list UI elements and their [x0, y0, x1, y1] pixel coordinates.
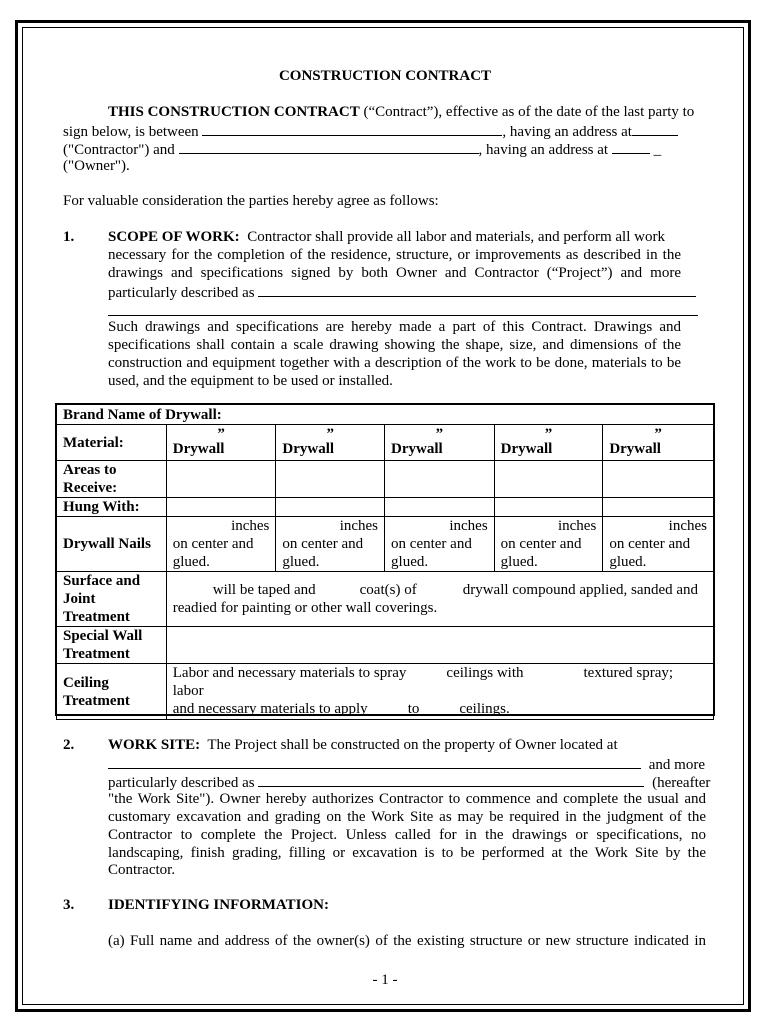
material-row [57, 425, 714, 461]
intro-line-4: ("Owner"). [63, 158, 130, 174]
section-1-line-3: drawings and specifications signed by both Owner and Contractor (“Project”) and more [108, 265, 681, 281]
nails-cell[interactable] [385, 517, 495, 572]
section-2-line-8: Contractor. [108, 862, 176, 878]
intro-line-2 [63, 121, 678, 141]
inch-mark: ” [435, 425, 444, 442]
work-site-description-blank[interactable] [258, 772, 644, 787]
section-3-heading: IDENTIFYING INFORMATION: [108, 897, 329, 913]
areas-label: Areas to Receive: [57, 461, 167, 498]
inch-mark: ” [217, 425, 225, 442]
brand-row [57, 405, 714, 425]
nails-glued: glued. [282, 554, 320, 570]
section-2-line-2-end: and more [648, 757, 705, 773]
areas-cell[interactable] [603, 461, 714, 498]
material-cell[interactable] [166, 425, 276, 461]
section-1-para-2-line-1: Such drawings and specifications are hereby made a part of this Contract. Drawings and [108, 319, 681, 335]
nails-label: Drywall Nails [57, 517, 167, 572]
ceiling-line-1 [173, 664, 707, 700]
surface-text-a: will be taped and [212, 582, 316, 598]
drywall-label: Drywall [172, 440, 225, 457]
nails-cell[interactable] [276, 517, 385, 572]
hung-label: Hung With: [57, 498, 167, 517]
ceiling-label: Ceiling Treatment [57, 664, 167, 720]
drywall-label: Drywall [282, 440, 335, 457]
material-cell[interactable] [276, 425, 385, 461]
nails-on-center: on center and [609, 536, 691, 552]
material-cell[interactable] [494, 425, 603, 461]
material-cell[interactable] [385, 425, 495, 461]
inch-mark: ” [326, 425, 334, 442]
hung-cell[interactable] [603, 498, 714, 517]
hung-cell[interactable] [166, 498, 276, 517]
consideration-text: For valuable consideration the parties hereby agree as follows: [63, 193, 439, 209]
surface-line-2: readied for painting or other wall coverings. [172, 600, 438, 616]
ceiling-text-b: ceilings with [446, 665, 524, 681]
inch-mark: ” [654, 425, 662, 442]
brand-label[interactable]: Brand Name of Drywall: [57, 405, 714, 425]
special-row [57, 627, 714, 664]
intro-line-2-mid: , having an address at [502, 124, 632, 140]
section-1-line-2: necessary for the completion of the residence, structure, or improvements as described in the [108, 247, 681, 263]
intro-line-1-text: (“Contract”), effective as of the date of the last party to [359, 104, 695, 120]
nails-glued: glued. [172, 554, 210, 570]
hung-cell[interactable] [276, 498, 385, 517]
intro-line-3-mid: , having an address at [478, 142, 609, 158]
section-3-line-1: (a) Full name and address of the owner(s) of the existing structure or new structure indicated in [108, 933, 706, 949]
section-1-line-1-text: Contractor shall provide all labor and materials, and perform all work [247, 229, 665, 245]
areas-cell[interactable] [276, 461, 385, 498]
material-cell[interactable] [603, 425, 714, 461]
section-2-line-3-end: (hereafter [652, 775, 711, 791]
work-site-location-blank[interactable] [108, 754, 641, 769]
drywall-label: Drywall [391, 440, 443, 457]
special-cell[interactable] [166, 627, 713, 664]
section-2-line-2 [108, 754, 705, 774]
areas-cell[interactable] [385, 461, 495, 498]
project-description-blank[interactable] [258, 282, 696, 297]
surface-text-b: coat(s) of [359, 582, 417, 598]
material-label: Material: [57, 425, 167, 461]
section-3-number: 3. [63, 897, 75, 913]
intro-line-3 [63, 139, 661, 159]
section-2-line-3 [108, 772, 710, 792]
section-1-para-2-line-4: used, and the equipment to be used or installed. [108, 373, 393, 389]
owner-address-blank[interactable] [612, 139, 650, 154]
surface-label: Surface and Joint Treatment [57, 572, 167, 627]
section-1-para-2-line-2: specifications shall contain a scale drawing showing the shape, size, and dimensions of the [108, 337, 681, 353]
ceiling-line-2 [173, 700, 707, 718]
drywall-table [56, 404, 714, 720]
surface-text-c: drywall compound applied, sanded and [462, 582, 699, 598]
intro-line-3-end: _ [653, 142, 662, 158]
drywall-label: Drywall [500, 440, 553, 457]
drywall-label: Drywall [609, 440, 661, 457]
hung-cell[interactable] [494, 498, 603, 517]
nails-cell[interactable] [494, 517, 603, 572]
nails-inches: inches [339, 518, 379, 534]
project-description-blank-2[interactable] [108, 315, 698, 316]
nails-inches: inches [231, 518, 270, 534]
nails-glued: glued. [500, 554, 538, 570]
ceiling-text-d: and necessary materials to apply [172, 701, 368, 717]
section-2-line-5: customary excavation and grading on the Work Site as may be required in the judgment of the [108, 809, 706, 825]
section-2-line-1 [108, 736, 618, 754]
nails-glued: glued. [609, 554, 647, 570]
section-2-number: 2. [63, 737, 75, 753]
intro-line-2-start: sign below, is between [63, 124, 199, 140]
nails-inches: inches [668, 518, 707, 534]
section-2-line-3-start: particularly described as [108, 775, 255, 791]
areas-cell[interactable] [494, 461, 603, 498]
areas-row [57, 461, 714, 498]
inch-mark: ” [544, 425, 553, 442]
nails-on-center: on center and [500, 536, 582, 552]
section-2-line-6: Contractor to complete the Project. Unless called for in the drawings or specifications, no [108, 827, 706, 843]
contractor-address-blank[interactable] [632, 121, 678, 136]
surface-row [57, 572, 714, 627]
section-1-line-1 [108, 228, 665, 246]
contractor-name-blank[interactable] [202, 121, 502, 136]
section-1-para-2-line-3: construction and equipment together with a description of the work to be done, materials to be [108, 355, 681, 371]
intro-line-1 [108, 103, 694, 121]
section-1-number: 1. [63, 229, 75, 245]
nails-on-center: on center and [391, 536, 472, 552]
surface-line-1 [173, 581, 707, 599]
nails-inches: inches [557, 518, 597, 534]
ceiling-text-c: textured spray; labor [172, 665, 674, 699]
section-1-line-4 [108, 282, 696, 302]
nails-on-center: on center and [282, 536, 364, 552]
section-2-line-1-text: The Project shall be constructed on the property of Owner located at [207, 737, 618, 753]
surface-cell[interactable] [166, 572, 713, 627]
owner-name-blank[interactable] [179, 139, 479, 154]
areas-cell[interactable] [166, 461, 276, 498]
nails-glued: glued. [391, 554, 429, 570]
section-2-heading: WORK SITE: [108, 737, 201, 753]
nails-cell[interactable] [603, 517, 714, 572]
ceiling-text-a: Labor and necessary materials to spray [172, 665, 407, 681]
hung-row [57, 498, 714, 517]
page-number: - 1 - [372, 972, 398, 988]
ceiling-row [57, 664, 714, 720]
intro-lead: THIS CONSTRUCTION CONTRACT [108, 104, 360, 120]
hung-cell[interactable] [385, 498, 495, 517]
intro-line-3-start: ("Contractor") and [63, 142, 175, 158]
nails-inches: inches [449, 518, 488, 534]
section-1-line-4-text: particularly described as [108, 285, 255, 301]
special-label: Special Wall Treatment [57, 627, 167, 664]
ceiling-cell[interactable] [166, 664, 713, 720]
page-title: CONSTRUCTION CONTRACT [278, 68, 492, 84]
nails-cell[interactable] [166, 517, 276, 572]
ceiling-text-f: ceilings. [459, 701, 510, 717]
ceiling-text-e: to [407, 701, 420, 717]
nails-on-center: on center and [172, 536, 254, 552]
nails-row [57, 517, 714, 572]
section-2-line-4: "the Work Site"). Owner hereby authorizes Contractor to commence and complete the usual and [108, 791, 706, 807]
section-2-line-7: landscaping, finish grading, filling or excavation is to be performed at the Work Site by the [108, 845, 706, 861]
section-1-heading: SCOPE OF WORK: [108, 229, 240, 245]
